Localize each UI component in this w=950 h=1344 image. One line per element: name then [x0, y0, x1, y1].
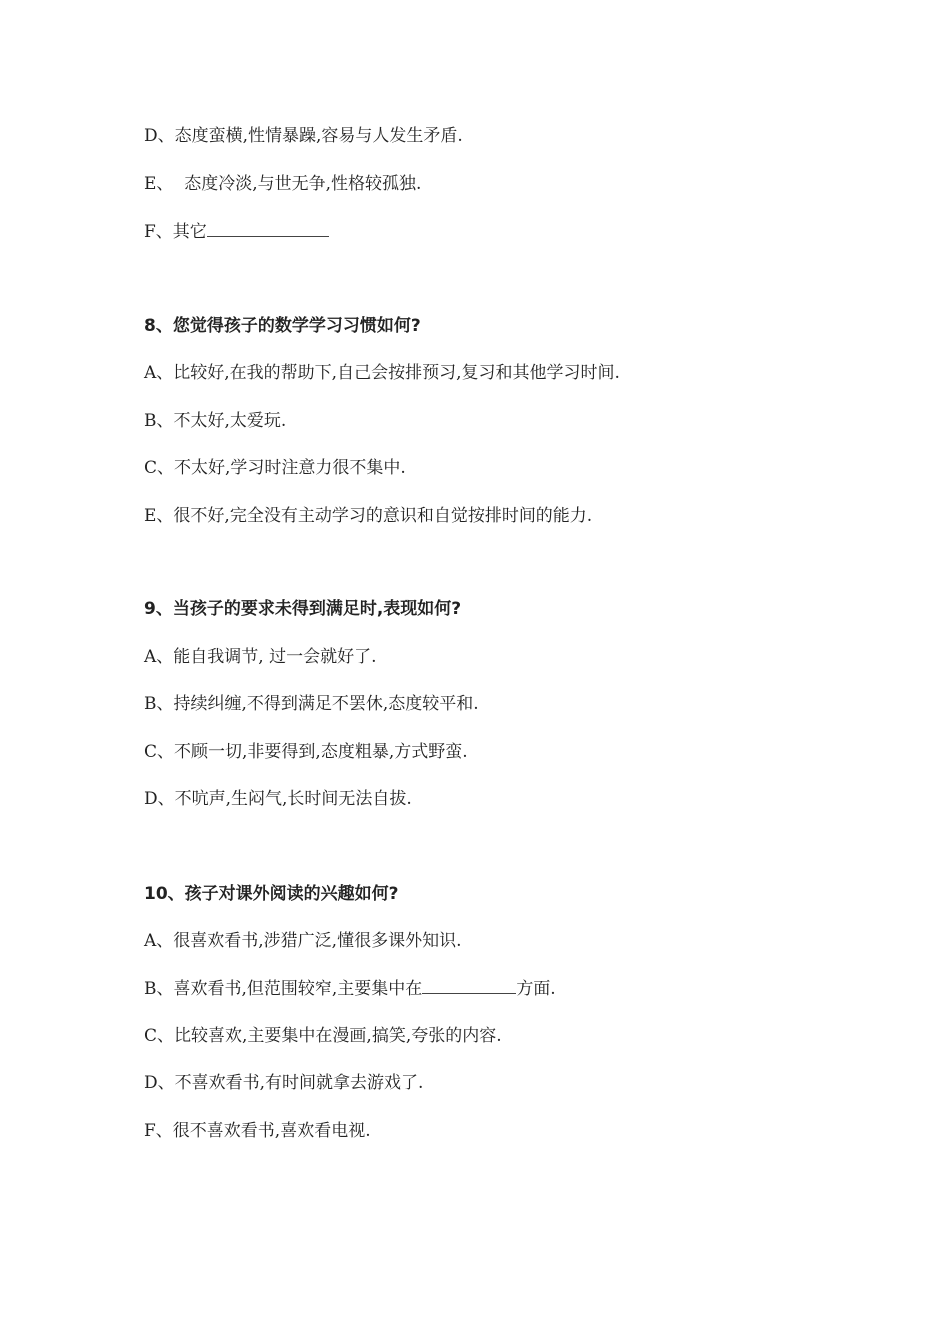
option-9-a: A、能自我调节, 过一会就好了.: [144, 647, 377, 667]
option-10-c: C、比较喜欢,主要集中在漫画,搞笑,夸张的内容.: [144, 1026, 502, 1046]
option-10-f: F、很不喜欢看书,喜欢看电视.: [144, 1121, 371, 1141]
question-9-title: 9、当孩子的要求未得到满足时,表现如何?: [144, 599, 462, 619]
option-9-d: D、不吭声,生闷气,长时间无法自拔.: [144, 789, 412, 809]
option-7-f: [144, 220, 329, 244]
option-8-c: C、不太好,学习时注意力很不集中.: [144, 458, 406, 478]
option-10-d: D、不喜欢看书,有时间就拿去游戏了.: [144, 1073, 424, 1093]
option-8-a: A、比较好,在我的帮助下,自己会按排预习,复习和其他学习时间.: [144, 363, 620, 383]
fill-in-blank: [422, 977, 516, 994]
question-10-title: 10、孩子对课外阅读的兴趣如何?: [144, 884, 399, 904]
option-8-e: E、很不好,完全没有主动学习的意识和自觉按排时间的能力.: [144, 506, 593, 526]
option-9-c: C、不顾一切,非要得到,态度粗暴,方式野蛮.: [144, 742, 468, 762]
option-10-b: [144, 977, 556, 1001]
option-10-b-suffix: 方面.: [516, 979, 556, 999]
option-7-e: E、 态度冷淡,与世无争,性格较孤独.: [144, 174, 422, 194]
option-7-d: D、态度蛮横,性情暴躁,容易与人发生矛盾.: [144, 126, 463, 146]
question-8-title: 8、您觉得孩子的数学学习习惯如何?: [144, 316, 421, 336]
option-9-b: B、持续纠缠,不得到满足不罢休,态度较平和.: [144, 694, 479, 714]
option-10-b-prefix: B、喜欢看书,但范围较窄,主要集中在: [144, 979, 423, 999]
option-8-b: B、不太好,太爱玩.: [144, 411, 287, 431]
fill-in-blank: [207, 220, 329, 237]
option-7-f-label: F、其它: [144, 222, 207, 242]
option-10-a: A、很喜欢看书,涉猎广泛,懂很多课外知识.: [144, 931, 462, 951]
